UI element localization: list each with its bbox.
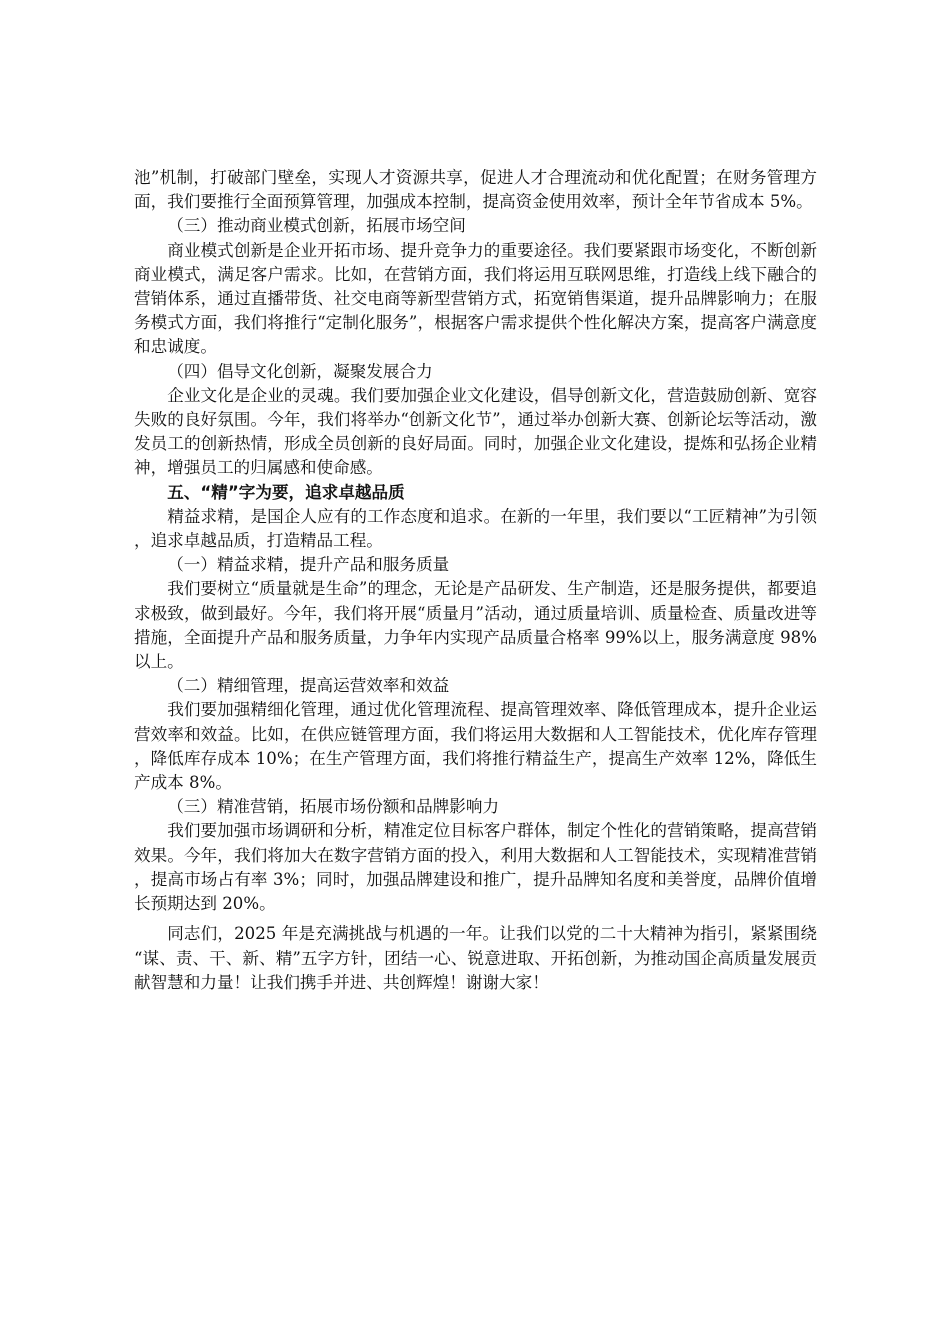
paragraph-culture: 企业文化是企业的灵魂。我们要加强企业文化建设，倡导创新文化，营造鼓励创新、宽容失败的良好氛围。今年，我们将举办“创新文化节”，通过举办创新大赛、创新论坛等活动，激发员工的创新热情，形成全员创新的良好局面。同时，加强企业文化建设，提炼和弘扬企业精神，增强员工的归属感和使命感。 [134, 385, 817, 478]
paragraph-management: 我们要加强精细化管理，通过优化管理流程、提高管理效率、降低管理成本，提升企业运营效率和效益。比如，在供应链管理方面，我们将运用大数据和人工智能技术，优化库存管理，降低库存成本 10%；在生产管理方面，我们将推行精益生产，提高生产效率 12%，降低生产成本 8%。 [134, 700, 817, 793]
subheading-culture: （四）倡导文化创新，凝聚发展合力 [167, 361, 433, 381]
paragraph-section-five-intro: 精益求精，是国企人应有的工作态度和追求。在新的一年里，我们要以“工匠精神”为引领，追求卓越品质，打造精品工程。 [134, 506, 817, 551]
paragraph-quality: 我们要树立“质量就是生命”的理念，无论是产品研发、生产制造，还是服务提供，都要追求极致，做到最好。今年，我们将开展“质量月”活动，通过质量培训、质量检查、质量改进等措施，全面提升产品和服务质量，力争年内实现产品质量合格率 99%以上，服务满意度 98%以上。 [134, 579, 817, 672]
paragraph-business-model: 商业模式创新是企业开拓市场、提升竞争力的重要途径。我们要紧跟市场变化，不断创新商业模式，满足客户需求。比如，在营销方面，我们将运用互联网思维，打造线上线下融合的营销体系，通过直播带货、社交电商等新型营销方式，拓宽销售渠道，提升品牌影响力；在服务模式方面，我们将推行“定制化服务”，根据客户需求提供个性化解决方案，提高客户满意度和忠诚度。 [134, 240, 817, 357]
subheading-business-model: （三）推动商业模式创新，拓展市场空间 [167, 216, 466, 236]
subheading-management: （二）精细管理，提高运营效率和效益 [167, 676, 450, 696]
paragraph-continuation: 池”机制，打破部门壁垒，实现人才资源共享，促进人才合理流动和优化配置；在财务管理方面，我们要推行全面预算管理，加强成本控制，提高资金使用效率，预计全年节省成本 5%。 [134, 168, 817, 212]
paragraph-closing: 同志们，2025 年是充满挑战与机遇的一年。让我们以党的二十大精神为指引，紧紧围绕“谋、责、干、新、精”五字方针，团结一心、锐意进取、开拓创新，为推动国企高质量发展贡献智慧和力量！让我们携手并进、共创辉煌！谢谢大家！ [134, 924, 817, 992]
paragraph-marketing: 我们要加强市场调研和分析，精准定位目标客户群体，制定个性化的营销策略，提高营销效果。今年，我们将加大在数字营销方面的投入，利用大数据和人工智能技术，实现精准营销，提高市场占有率 3%；同时，加强品牌建设和推广，提升品牌知名度和美誉度，品牌价值增长预期达到 20%。 [134, 821, 817, 914]
subheading-quality: （一）精益求精，提升产品和服务质量 [167, 555, 450, 575]
subheading-marketing: （三）精准营销，拓展市场份额和品牌影响力 [167, 797, 500, 817]
section-heading-five: 五、“精”字为要，追求卓越品质 [167, 482, 405, 502]
document-body [134, 166, 817, 995]
